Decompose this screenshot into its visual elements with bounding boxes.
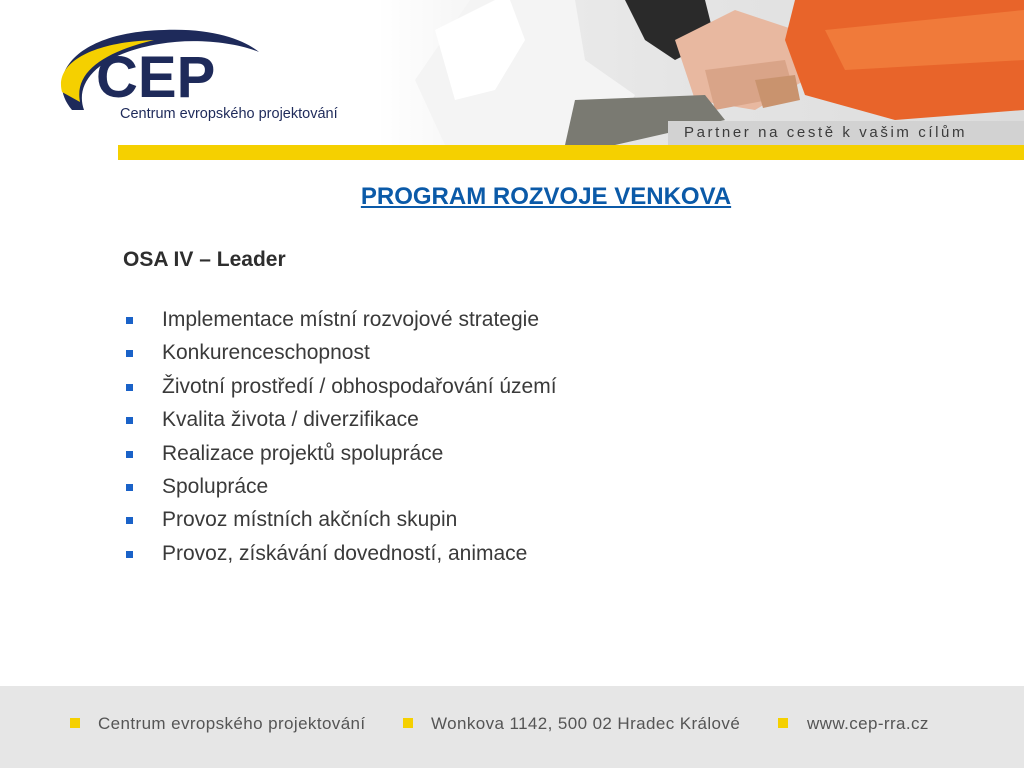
bullet-list (123, 307, 823, 574)
logo-wordmark: CEP (96, 45, 216, 110)
bullet-square-icon (126, 451, 133, 458)
footer-square-icon (778, 718, 788, 728)
bullet-square-icon (126, 317, 133, 324)
tagline: Partner na cestě k vašim cílům (684, 124, 968, 141)
bullet-text: Životní prostředí / obhospodařování území (162, 374, 557, 398)
bullet-item (123, 340, 823, 373)
bullet-square-icon (126, 517, 133, 524)
logo-subtitle: Centrum evropského projektování (120, 106, 338, 122)
bullet-square-icon (126, 484, 133, 491)
bullet-square-icon (126, 384, 133, 391)
cep-logo (44, 22, 354, 132)
bullet-square-icon (126, 551, 133, 558)
bullet-item (123, 374, 823, 407)
footer-website-link[interactable]: www.cep-rra.cz (807, 714, 929, 733)
bullet-text: Implementace místní rozvojové strategie (162, 308, 539, 331)
bullet-text: Spolupráce (162, 474, 269, 498)
bullet-square-icon (126, 417, 133, 424)
bullet-item (123, 307, 823, 340)
bullet-item (123, 541, 823, 574)
bullet-text: Provoz místních akčních skupin (162, 508, 458, 532)
bullet-text: Konkurenceschopnost (162, 341, 370, 365)
bullet-item (123, 407, 823, 440)
bullet-item (123, 507, 823, 540)
footer-square-icon (70, 718, 80, 728)
bullet-item (123, 441, 823, 474)
slide-title: PROGRAM ROZVOJE VENKOVA (360, 183, 732, 210)
footer-square-icon (403, 718, 413, 728)
bullet-text: Kvalita života / diverzifikace (162, 408, 419, 432)
bullet-text: Provoz, získávání dovedností, animace (162, 541, 528, 565)
bullet-square-icon (126, 350, 133, 357)
footer-address: Wonkova 1142, 500 02 Hradec Králové (431, 714, 741, 733)
header-accent-bar (118, 145, 1024, 160)
slide-header (0, 0, 1024, 160)
footer-organization: Centrum evropského projektování (98, 714, 366, 733)
bullet-item (123, 474, 823, 507)
slide-subtitle: OSA IV – Leader (123, 248, 286, 271)
bullet-text: Realizace projektů spolupráce (162, 441, 444, 465)
